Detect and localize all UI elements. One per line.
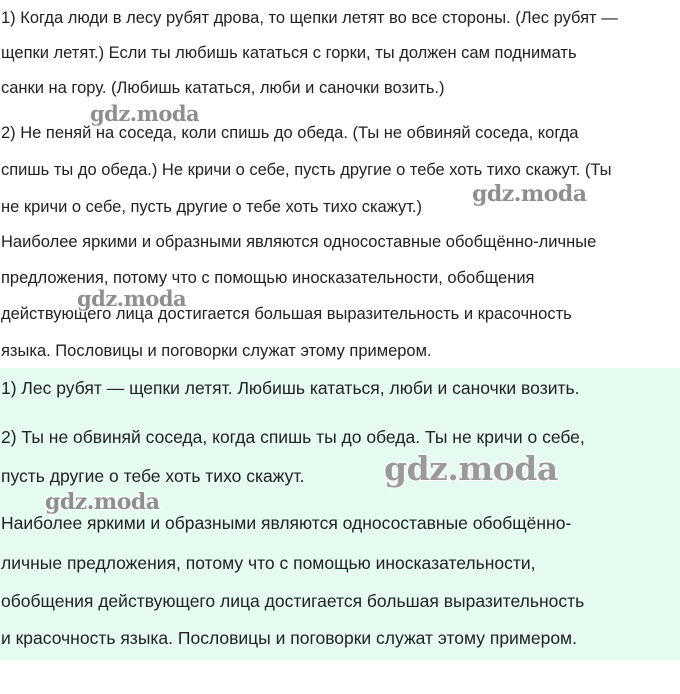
watermark-3: gdz.moda [77,286,187,311]
task-line-6: не кричи о себе, пусть другие о тебе хоть тихо скажут.) [1,198,422,216]
task-line-7: Наиболее яркими и образными являются односоставные обобщённо-личные [1,233,597,251]
watermark-5: gdz.moda [45,489,160,515]
task-line-5: спишь ты до обеда.) Не кричи о себе, пусть другие о тебе хоть тихо скажут. (Ты [1,161,612,179]
watermark-1: gdz.moda [90,101,200,126]
task-line-3: санки на гору. (Любишь кататься, люби и саночки возить.) [1,79,445,97]
answer-line-5: личные предложения, потому что с помощью иносказательности, [1,553,536,573]
task-line-4: 2) Не пеняй на соседа, коли спишь до обеда. (Ты не обвиняй соседа, когда [1,124,579,142]
watermark-2: gdz.moda [472,181,587,207]
answer-line-4: Наиболее яркими и образными являются односоставные обобщённо- [1,513,572,533]
task-line-9: действующего лица достигается большая выразительность и красочность [1,305,572,323]
task-line-1: 1) Когда люди в лесу рубят дрова, то щепки летят во все стороны. (Лес рубят — [1,9,618,27]
answer-line-3: пусть другие о тебе хоть тихо скажут. [1,466,305,486]
answer-line-1: 1) Лес рубят — щепки летят. Любишь кататься, люби и саночки возить. [1,378,580,398]
answer-line-7: и красочность языка. Пословицы и поговорки служат этому примером. [1,628,577,648]
task-line-10: языка. Пословицы и поговорки служат этому примером. [1,342,432,360]
answer-line-6: обобщения действующего лица достигается большая выразительность [1,591,585,611]
answer-line-2: 2) Ты не обвиняй соседа, когда спишь ты до обеда. Ты не кричи о себе, [1,427,585,447]
answer-text-block [0,368,680,660]
watermark-4: gdz.moda [384,449,558,488]
task-line-8: предложения, потому что с помощью иносказательности, обобщения [1,269,535,287]
task-line-2: щепки летят.) Если ты любишь кататься с горки, ты должен сам поднимать [1,44,577,62]
